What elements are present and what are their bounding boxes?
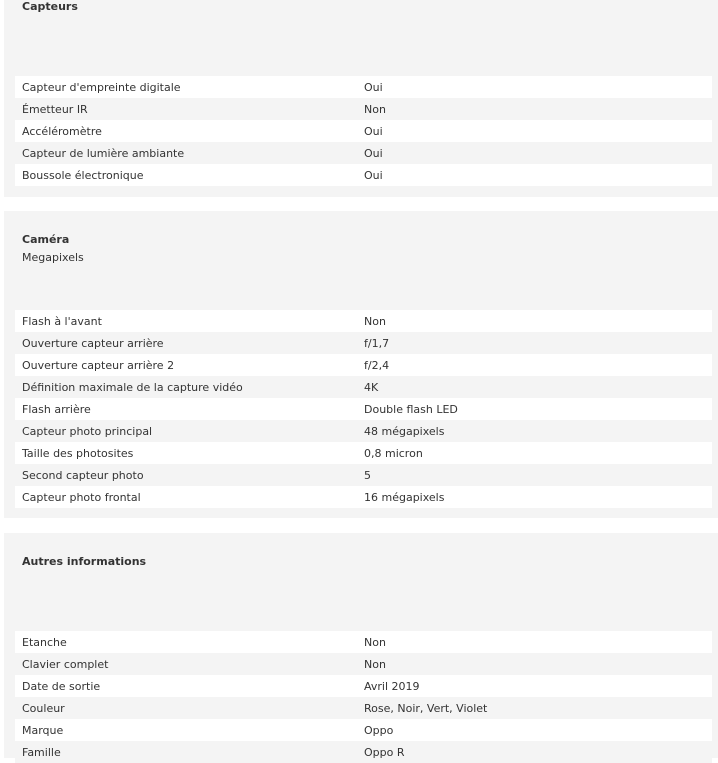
spec-label: Couleur — [22, 701, 65, 715]
spec-label: Etanche — [22, 635, 67, 649]
table-row — [15, 442, 712, 464]
spec-label: Ouverture capteur arrière 2 — [22, 358, 175, 372]
spec-label: Émetteur IR — [22, 102, 88, 116]
spec-value: 4K — [364, 380, 379, 394]
spec-label: Accéléromètre — [22, 124, 102, 138]
table-row — [15, 697, 712, 719]
table-row — [15, 98, 712, 120]
table-row — [15, 653, 712, 675]
spec-label: Capteur de lumière ambiante — [22, 146, 185, 160]
section-title: Autres informations — [22, 555, 147, 568]
spec-value: 0,8 micron — [364, 446, 423, 460]
table-row — [15, 120, 712, 142]
table-row — [15, 486, 712, 508]
table-row — [15, 332, 712, 354]
section-title: Capteurs — [22, 0, 78, 13]
spec-value: Double flash LED — [364, 402, 458, 416]
spec-label: Clavier complet — [22, 657, 109, 671]
spec-label: Capteur photo frontal — [22, 490, 141, 504]
spec-table — [15, 76, 712, 186]
spec-value: Avril 2019 — [364, 679, 420, 693]
section-header — [22, 0, 78, 14]
spec-label: Boussole électronique — [22, 168, 144, 182]
table-row — [15, 420, 712, 442]
spec-label: Second capteur photo — [22, 468, 144, 482]
spec-label: Ouverture capteur arrière — [22, 336, 164, 350]
section-autres-informations — [4, 533, 718, 758]
section-header — [22, 233, 84, 265]
table-row — [15, 398, 712, 420]
section-capteurs — [4, 0, 718, 197]
spec-value: Non — [364, 102, 386, 116]
spec-value: Oui — [364, 146, 383, 160]
spec-value: Oui — [364, 80, 383, 94]
spec-label: Capteur d'empreinte digitale — [22, 80, 181, 94]
table-row — [15, 631, 712, 653]
table-row — [15, 76, 712, 98]
spec-label: Flash arrière — [22, 402, 91, 416]
table-row — [15, 164, 712, 186]
spec-value: Rose, Noir, Vert, Violet — [364, 701, 488, 715]
spec-label: Capteur photo principal — [22, 424, 153, 438]
table-row — [15, 675, 712, 697]
table-row — [15, 741, 712, 763]
spec-value: Non — [364, 635, 386, 649]
table-row — [15, 354, 712, 376]
spec-label: Flash à l'avant — [22, 314, 102, 328]
table-row — [15, 464, 712, 486]
table-row — [15, 376, 712, 398]
spec-table — [15, 310, 712, 508]
spec-value: Oppo R — [364, 745, 405, 759]
section-camera — [4, 211, 718, 518]
section-subtitle: Megapixels — [22, 251, 84, 264]
spec-value: Non — [364, 657, 386, 671]
spec-label: Famille — [22, 745, 61, 759]
spec-value: Non — [364, 314, 386, 328]
table-row — [15, 142, 712, 164]
spec-label: Marque — [22, 723, 64, 737]
table-row — [15, 719, 712, 741]
section-header — [22, 555, 146, 569]
spec-value: 48 mégapixels — [364, 424, 445, 438]
spec-label: Date de sortie — [22, 679, 101, 693]
spec-label: Taille des photosites — [22, 446, 134, 460]
spec-label: Définition maximale de la capture vidéo — [22, 380, 243, 394]
section-title: Caméra — [22, 233, 70, 246]
spec-table — [15, 631, 712, 763]
spec-value: f/1,7 — [364, 336, 390, 350]
spec-value: Oui — [364, 124, 383, 138]
spec-value: f/2,4 — [364, 358, 390, 372]
table-row — [15, 310, 712, 332]
spec-value: 16 mégapixels — [364, 490, 445, 504]
spec-value: Oppo — [364, 723, 394, 737]
spec-value: 5 — [364, 468, 371, 482]
spec-value: Oui — [364, 168, 383, 182]
